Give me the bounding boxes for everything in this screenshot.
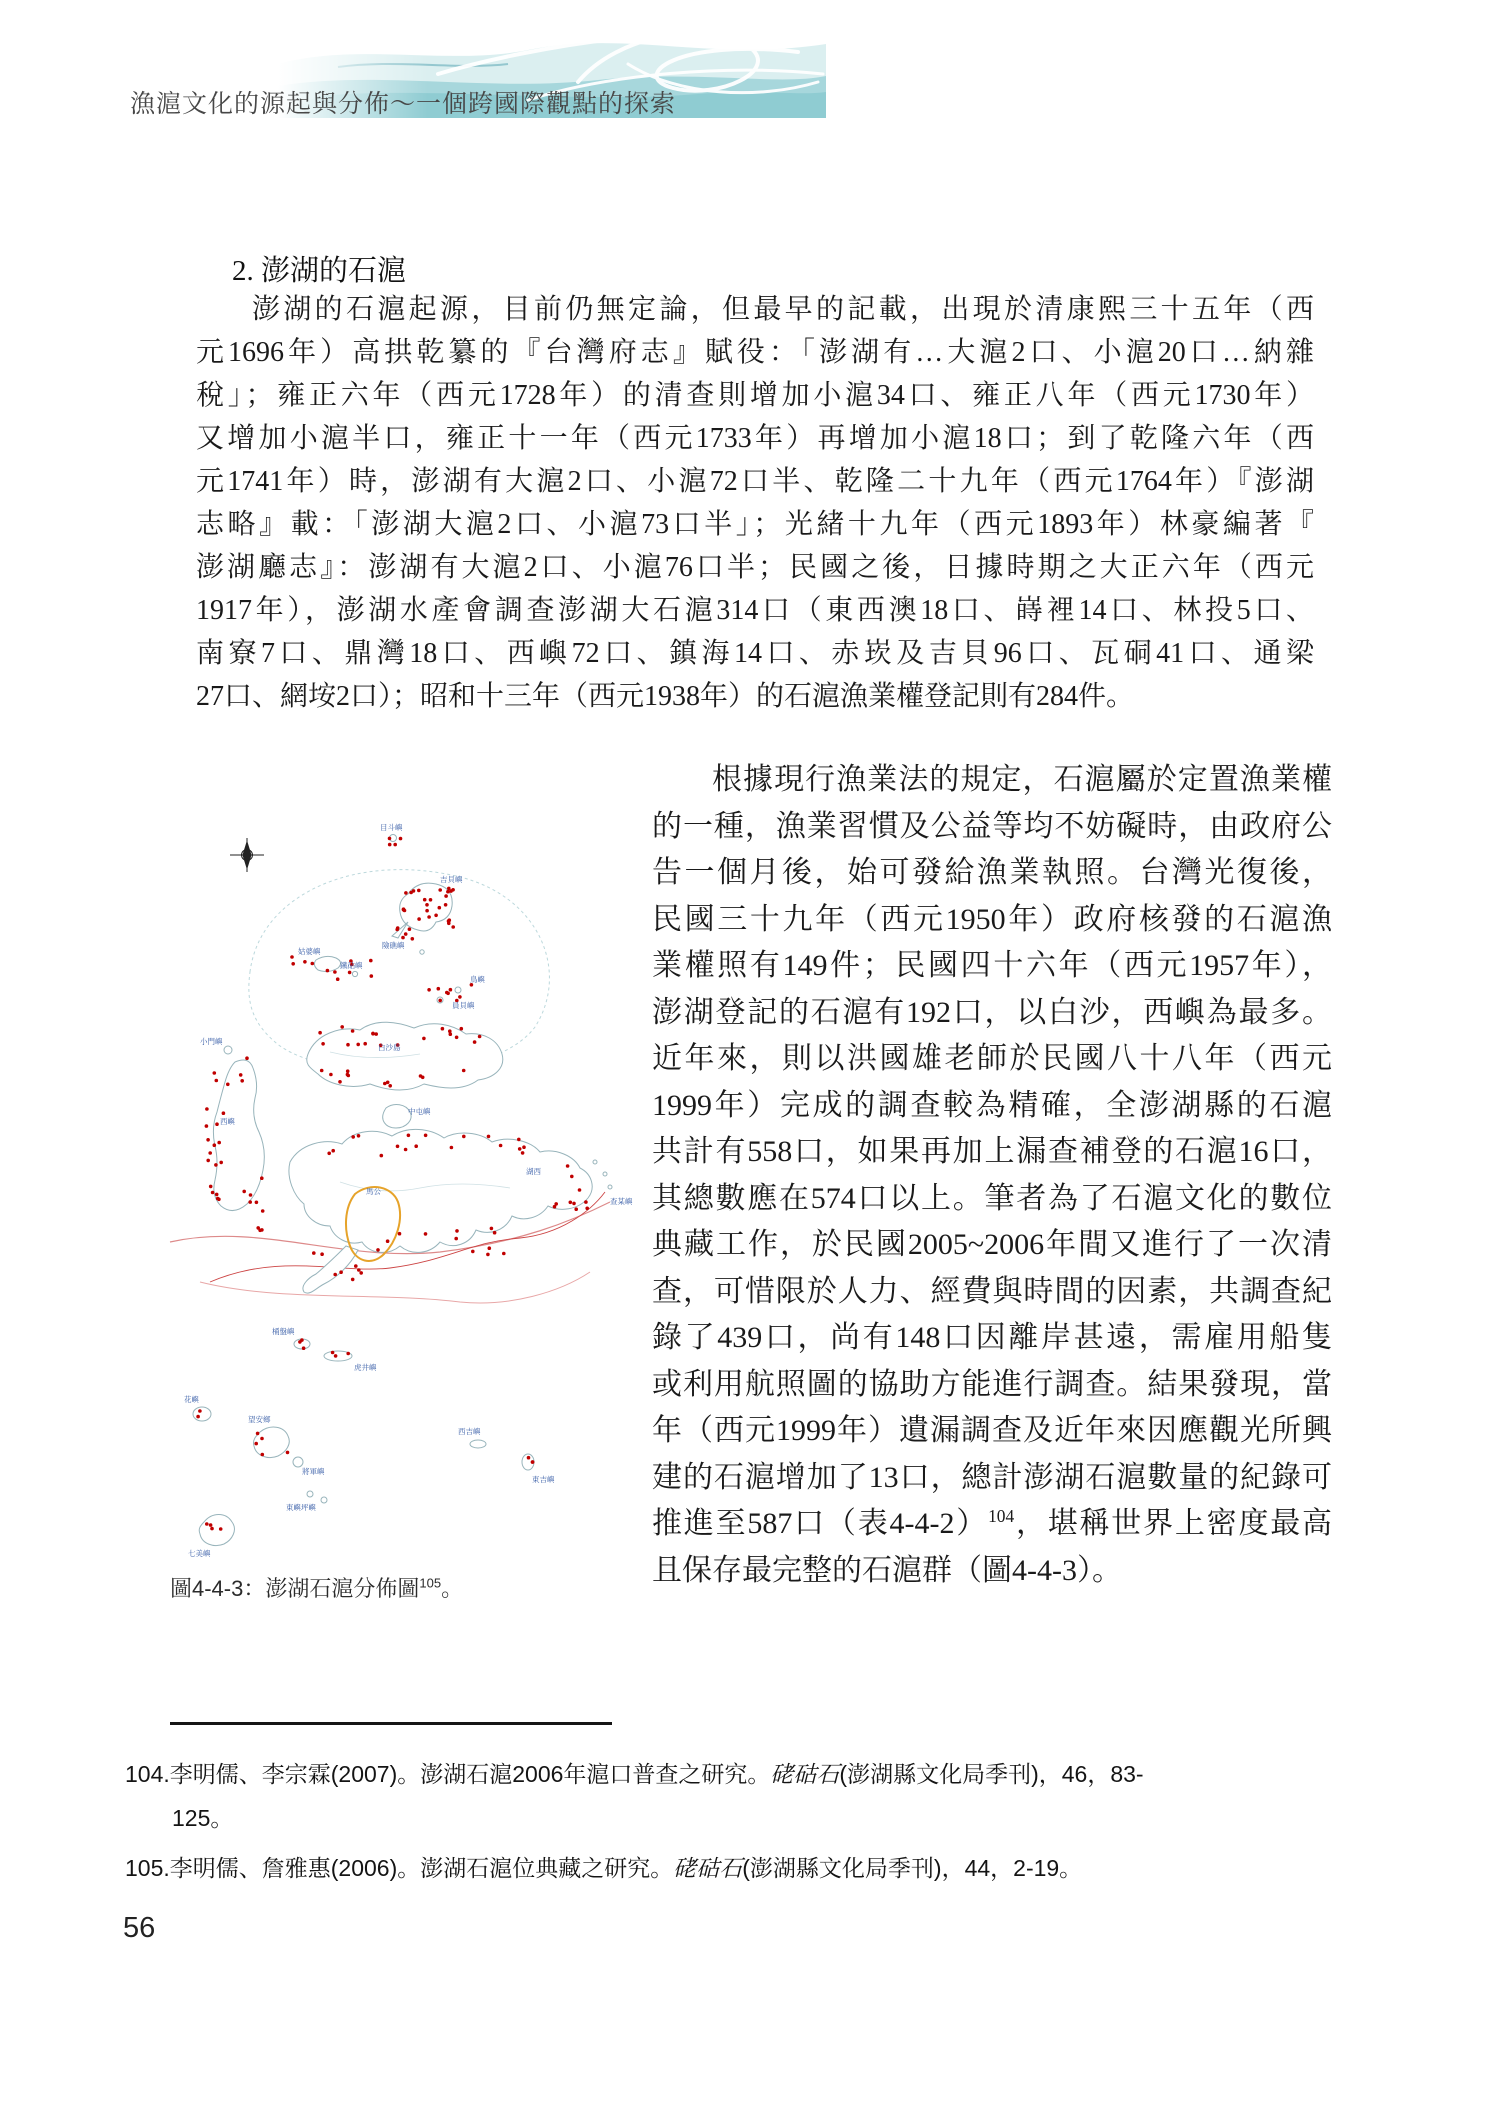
- stone-weir-dot: [425, 909, 429, 913]
- stone-weir-dot: [303, 960, 307, 964]
- text-line: 典藏工作，於民國2005~2006年間又進行了一次清: [652, 1228, 1332, 1261]
- map-place-label: 虎井嶼: [354, 1363, 377, 1372]
- text-line: 近年來，則以洪國雄老師於民國八十八年（西元: [652, 1042, 1332, 1075]
- footnote-104-journal: 硓𥑮石: [770, 1761, 840, 1787]
- stone-weir-dot: [320, 1069, 324, 1073]
- stone-weir-dot: [518, 1147, 522, 1151]
- stone-weir-dot: [205, 1107, 209, 1111]
- text-line: 1917年），澎湖水產會調查澎湖大石滬314口（東西澳18口、嵵裡14口、林投5口、: [196, 595, 1314, 626]
- stone-weir-dot: [370, 974, 374, 978]
- stone-weir-dot: [499, 1144, 503, 1148]
- stone-weir-dot: [312, 1251, 316, 1255]
- text-line: 澎湖廳志』：澎湖有大滬2口、小滬76口半；民國之後，日據時期之大正六年（西元: [196, 552, 1314, 583]
- stone-weir-dot: [388, 843, 392, 847]
- stone-weir-dot: [248, 1200, 252, 1204]
- map-place-label: 湖西: [526, 1167, 541, 1176]
- stone-weir-dot: [423, 898, 427, 902]
- map-place-label: 花嶼: [184, 1395, 199, 1404]
- stone-weir-dot: [407, 1134, 411, 1138]
- stone-weir-dot: [245, 1056, 249, 1060]
- stone-weir-dot: [478, 1035, 482, 1039]
- page-title: 漁滬文化的源起與分佈～一個跨國際觀點的探索: [130, 90, 677, 118]
- stone-weir-dot: [217, 1141, 221, 1145]
- stone-weir-dot: [434, 914, 438, 918]
- text-line: 稅」；雍正六年（西元1728年）的清查則增加小滬34口、雍正八年（西元1730年）: [196, 380, 1314, 411]
- stone-weir-dot: [424, 1232, 428, 1236]
- stone-weir-dot: [380, 1154, 384, 1158]
- stone-weir-dot: [286, 1451, 290, 1455]
- stone-weir-dot: [404, 891, 408, 895]
- map-place-label: 查某嶼: [610, 1197, 633, 1206]
- stone-weir-dot: [458, 995, 462, 999]
- stone-weir-dot: [401, 936, 405, 940]
- stone-weir-dot: [572, 1202, 576, 1206]
- map-place-label: 東吉嶼: [532, 1475, 555, 1484]
- stone-weir-dot: [205, 1522, 209, 1526]
- stone-weir-dot: [429, 898, 433, 902]
- text-line: 民國三十九年（西元1950年）政府核發的石滬漁: [652, 902, 1332, 936]
- text-line: 或利用航照圖的協助方能進行調查。結果發現，當: [652, 1367, 1332, 1401]
- map-place-label: 員貝嶼: [452, 1001, 475, 1010]
- stone-weir-dot: [217, 1198, 221, 1202]
- stone-weir-dot: [414, 1144, 418, 1148]
- stone-weir-dot: [239, 1073, 243, 1077]
- footnote-104-line2: 125。: [172, 1805, 234, 1831]
- map-place-label: 七美嶼: [188, 1549, 211, 1558]
- stone-weir-dot: [318, 1031, 322, 1035]
- stone-weir-dot: [396, 1145, 400, 1149]
- stone-weir-dot: [290, 955, 294, 959]
- stone-weir-dot: [321, 1042, 325, 1046]
- stone-weir-dot: [417, 917, 421, 921]
- stone-weir-dot: [455, 1229, 459, 1233]
- stone-weir-dot: [444, 894, 448, 898]
- stone-weir-dot: [396, 926, 400, 930]
- text-line: 的一種，漁業習慣及公益等均不妨礙時，由政府公: [652, 809, 1332, 843]
- footnote-104-text: 李明儒、李宗霖(2007)。澎湖石滬2006年滬口普查之研究。: [169, 1761, 771, 1787]
- stone-weir-dot: [356, 1043, 360, 1047]
- stone-weir-dot: [421, 1076, 425, 1080]
- stone-weir-dot: [399, 837, 403, 841]
- text-line: 澎湖的石滬起源，目前仍無定論，但最早的記載，出現於清康熙三十五年（西: [252, 294, 1314, 325]
- stone-weir-dot: [383, 1082, 387, 1086]
- stone-weir-dot: [527, 1456, 531, 1460]
- stone-weir-dot: [447, 919, 451, 923]
- stone-weir-dot: [441, 1027, 445, 1031]
- text-line: 又增加小滬半口，雍正十一年（西元1733年）再增加小滬18口；到了乾隆六年（西: [196, 423, 1314, 454]
- stone-weir-dot: [208, 1151, 212, 1155]
- paragraph-survey: [652, 757, 1332, 1594]
- map-place-label: 望安鄉: [248, 1415, 271, 1424]
- stone-weir-dot: [320, 1252, 324, 1256]
- stone-weir-dot: [300, 1338, 304, 1342]
- footnote-105-text: 李明儒、詹雅惠(2006)。澎湖石滬位典藏之研究。: [169, 1855, 674, 1881]
- text-line: 推進至587口（表4-4-2）$^{104}$，堪稱世界上密度最高: [652, 1506, 1332, 1540]
- stone-weir-dot: [376, 1248, 380, 1252]
- stone-weir-dot: [422, 1037, 426, 1041]
- map-place-label: 姑婆嶼: [298, 947, 321, 956]
- stone-weir-dot: [531, 1460, 535, 1464]
- stone-weir-dot: [425, 903, 429, 907]
- stone-weir-dot: [473, 1040, 477, 1044]
- stone-weir-dot: [354, 1264, 358, 1268]
- stone-weir-dot: [359, 1271, 363, 1275]
- stone-weir-dot: [340, 1025, 344, 1029]
- compass-rose-icon: [230, 838, 264, 872]
- text-line: 錄了439口，尚有148口因離岸甚遠，需雇用船隻: [652, 1321, 1332, 1354]
- text-line: 建的石滬增加了13口，總計澎湖石滬數量的紀錄可: [652, 1460, 1332, 1494]
- text-line: 告一個月後，始可發給漁業執照。台灣光復後，: [652, 856, 1332, 889]
- stone-weir-dot: [417, 889, 421, 893]
- stone-weir-dot: [517, 1138, 521, 1142]
- stone-weir-dot: [402, 908, 406, 912]
- stone-weir-dot: [331, 1351, 335, 1355]
- figure-map-penghu: [140, 822, 640, 1570]
- map-place-label: 馬公: [366, 1187, 381, 1196]
- text-line: 查，可惜限於人力、經費與時間的因素，共調查紀: [652, 1274, 1332, 1308]
- stone-weir-dot: [486, 1253, 490, 1257]
- stone-weir-dot: [333, 1273, 337, 1277]
- stone-weir-dot: [462, 1069, 466, 1073]
- text-line: 且保存最完整的石滬群（圖4-4-3）。: [652, 1553, 1122, 1587]
- stone-weir-dot: [490, 1227, 494, 1231]
- stone-weir-dot: [427, 988, 431, 992]
- stone-weir-dot: [311, 962, 315, 966]
- stone-weir-dot: [327, 1152, 331, 1156]
- stone-weir-dot: [578, 1188, 582, 1192]
- stone-weir-dot: [261, 1209, 265, 1213]
- stone-weir-dot: [371, 1032, 375, 1036]
- map-place-label: 西吉嶼: [458, 1427, 481, 1436]
- stone-weir-dot: [570, 1175, 574, 1179]
- stone-weir-dot: [326, 969, 330, 973]
- stone-weir-dot: [351, 1278, 355, 1282]
- stone-weir-dot: [454, 1237, 458, 1241]
- map-place-label: 鳥嶼: [470, 975, 485, 984]
- stone-weir-dot: [333, 970, 337, 974]
- caption-period: 。: [441, 1576, 464, 1601]
- map-place-label: 中屯嶼: [408, 1107, 431, 1116]
- stone-weir-dot: [260, 1176, 264, 1180]
- stone-weir-dot: [438, 906, 442, 910]
- stone-weir-dot: [209, 1185, 213, 1189]
- stone-weir-dot: [215, 1079, 219, 1083]
- map-place-label: 東嶼坪嶼: [286, 1503, 316, 1512]
- stone-weir-dot: [254, 1442, 258, 1446]
- stone-weir-dot: [213, 1143, 217, 1147]
- stone-weir-dot: [258, 1229, 262, 1233]
- stone-weir-dot: [255, 1201, 259, 1205]
- footnote-divider: [170, 1722, 612, 1725]
- map-place-label: 目斗嶼: [380, 823, 403, 832]
- stone-weir-dot: [351, 1135, 355, 1139]
- text-line: 1999年）完成的調查較為精確，全澎湖縣的石滬: [652, 1088, 1332, 1122]
- stone-weir-dot: [348, 971, 352, 975]
- stone-weir-dot: [302, 1346, 306, 1350]
- map-place-label: 桶盤嶼: [272, 1327, 295, 1336]
- stone-weir-dot: [261, 1453, 265, 1457]
- stone-weir-dot: [331, 1149, 335, 1153]
- stone-weir-dot: [521, 1151, 525, 1155]
- stone-weir-dot: [444, 903, 448, 907]
- stone-weir-dot: [198, 1409, 202, 1413]
- stone-weir-dot: [448, 1029, 452, 1033]
- stone-weir-dot: [388, 837, 392, 841]
- stone-weir-dot: [447, 887, 451, 891]
- stone-weir-dot: [357, 1134, 361, 1138]
- stone-weir-dot: [260, 1437, 264, 1441]
- stone-weir-dot: [338, 1080, 342, 1084]
- stone-weir-dot: [346, 1352, 350, 1356]
- stone-weir-dot: [226, 1083, 230, 1087]
- text-line: 根據現行漁業法的規定，石滬屬於定置漁業權: [712, 763, 1332, 796]
- stone-weir-dot: [450, 1146, 454, 1150]
- map-place-label: 將軍嶼: [302, 1467, 325, 1476]
- text-line: 業權照有149件；民國四十六年（西元1957年），: [652, 949, 1332, 982]
- stone-weir-dot: [412, 889, 416, 893]
- stone-weir-dot: [455, 1036, 459, 1040]
- stone-weir-dot: [493, 1231, 497, 1235]
- text-line: 元1741年）時，澎湖有大滬2口、小滬72口半、乾隆二十九年（西元1764年）『澎湖: [196, 466, 1314, 497]
- stone-weir-dot: [438, 999, 442, 1003]
- stone-weir-dot: [569, 1201, 573, 1205]
- stone-weir-dot: [445, 991, 449, 995]
- stone-weir-dot: [334, 1354, 338, 1358]
- footnote-reference: 104: [988, 1506, 1015, 1526]
- stone-weir-dot: [424, 1134, 428, 1138]
- penghu-map-svg: [140, 822, 640, 1570]
- stone-weir-dot: [411, 937, 415, 941]
- stone-weir-dot: [336, 977, 340, 981]
- stone-weir-dot: [388, 1084, 392, 1088]
- stone-weir-dot: [522, 1145, 526, 1149]
- stone-weir-dot: [242, 1190, 246, 1194]
- stone-weir-dot: [351, 1029, 355, 1033]
- stone-weir-dot: [346, 1043, 350, 1047]
- stone-weir-dot: [346, 1073, 350, 1077]
- stone-weir-dot: [427, 915, 431, 919]
- footnote-105-number: 105.: [125, 1855, 170, 1881]
- stone-weir-dot: [585, 1207, 589, 1211]
- footnote-105: [125, 1846, 1165, 1890]
- text-line: 其總數應在574口以上。筆者為了石滬文化的數位: [652, 1181, 1332, 1215]
- stone-weir-dot: [449, 988, 453, 992]
- text-line: 27口、網垵2口）；昭和十三年（西元1938年）的石滬漁業權登記則有284件。: [196, 681, 1135, 712]
- footnote-104-line1: [125, 1752, 1165, 1796]
- stone-weir-dot: [574, 1207, 578, 1211]
- stone-weir-dot: [374, 1032, 378, 1036]
- text-line: 澎湖登記的石滬有192口，以白沙，西嶼為最多。: [652, 995, 1332, 1029]
- stone-weir-dot: [471, 1250, 475, 1254]
- stone-weir-dot: [369, 959, 373, 963]
- stone-weir-dot: [291, 962, 295, 966]
- page-number: 56: [123, 1912, 156, 1944]
- caption-text: 圖4-4-3：澎湖石滬分佈圖: [170, 1576, 420, 1601]
- stone-weir-dot: [393, 843, 397, 847]
- stone-weir-dot: [339, 1270, 343, 1274]
- stone-weir-dot: [363, 1042, 367, 1046]
- stone-weir-dot: [386, 1239, 390, 1243]
- figure-caption: [170, 1572, 463, 1603]
- stone-weir-dot: [215, 1122, 219, 1126]
- stone-weir-dot: [219, 1161, 223, 1165]
- stone-weir-dot: [213, 1071, 217, 1075]
- paragraph-history: [196, 288, 1314, 718]
- stone-weir-dot: [256, 1432, 260, 1436]
- stone-weir-dot: [487, 1135, 491, 1139]
- map-place-label: 白沙島: [378, 1043, 401, 1052]
- stone-weir-dot: [329, 1073, 333, 1077]
- stone-weir-dot: [210, 1527, 214, 1531]
- stone-weir-dot: [211, 1191, 215, 1195]
- stone-weir-dot: [451, 925, 455, 929]
- footnote-105-journal: 硓𥑮石: [673, 1855, 743, 1881]
- stone-weir-dot: [222, 1111, 226, 1115]
- stone-weir-dot: [206, 1138, 210, 1142]
- stone-weir-dot: [240, 1079, 244, 1083]
- section-heading: 2. 澎湖的石滬: [232, 255, 407, 287]
- stone-weir-dot: [446, 890, 450, 894]
- caption-footnote-ref: 105: [419, 1575, 442, 1591]
- stone-weir-dot: [209, 1523, 213, 1527]
- stone-weir-dot: [346, 1069, 350, 1073]
- map-place-label: 險礁嶼: [382, 941, 405, 950]
- text-line: 年（西元1999年）遺漏調查及近年來因應觀光所興: [652, 1414, 1332, 1447]
- stone-weir-dot: [584, 1200, 588, 1204]
- map-place-label: 吉貝嶼: [440, 875, 463, 884]
- stone-weir-dot: [408, 927, 412, 931]
- stone-weir-dot: [460, 1027, 464, 1031]
- footnote-104-pages: (澎湖縣文化局季刊)，46，83-: [839, 1761, 1144, 1787]
- stone-weir-dot: [404, 932, 408, 936]
- stone-weir-dot: [214, 1163, 218, 1167]
- stone-weir-dot: [488, 1246, 492, 1250]
- text-line: 元1696年）高拱乾纂的『台灣府志』賦役：「澎湖有…大滬2口、小滬20口…納雜: [196, 337, 1314, 368]
- footnote-105-pages: (澎湖縣文化局季刊)，44，2-19。: [742, 1855, 1083, 1881]
- stone-weir-dot: [437, 987, 441, 991]
- stone-weir-dot: [206, 1159, 210, 1163]
- map-place-label: 鐵砧嶼: [340, 961, 363, 970]
- text-line: 南寮7口、鼎灣18口、西嶼72口、鎮海14口、赤崁及吉貝96口、瓦硐41口、通梁: [196, 638, 1314, 669]
- stone-weir-dot: [404, 1148, 408, 1152]
- text-line: 志略』載：「澎湖大滬2口、小滬73口半」；光緒十九年（西元1893年）林豪編著『: [196, 509, 1314, 540]
- stone-weir-dot: [462, 1135, 466, 1139]
- footnote-104: [125, 1752, 1165, 1840]
- stone-weir-dot: [398, 1232, 402, 1236]
- stone-weir-dot: [554, 1202, 558, 1206]
- footnote-104-number: 104.: [125, 1761, 170, 1787]
- stone-weir-dot: [205, 1124, 209, 1128]
- stone-weir-dot: [219, 1527, 223, 1531]
- map-place-label: 小門嶼: [200, 1037, 223, 1046]
- text-line: 共計有558口，如果再加上漏查補登的石滬16口，: [652, 1135, 1332, 1168]
- stone-weir-dot: [449, 1032, 453, 1036]
- map-place-label: 西嶼: [220, 1117, 235, 1126]
- stone-weir-dot: [196, 1415, 200, 1419]
- stone-weir-dot: [566, 1164, 570, 1168]
- stone-weir-dot: [438, 888, 442, 892]
- stone-weir-dot: [215, 1193, 219, 1197]
- stone-weir-dot: [357, 1268, 361, 1272]
- stone-weir-dot: [249, 1193, 253, 1197]
- stone-weir-dot: [502, 1252, 506, 1256]
